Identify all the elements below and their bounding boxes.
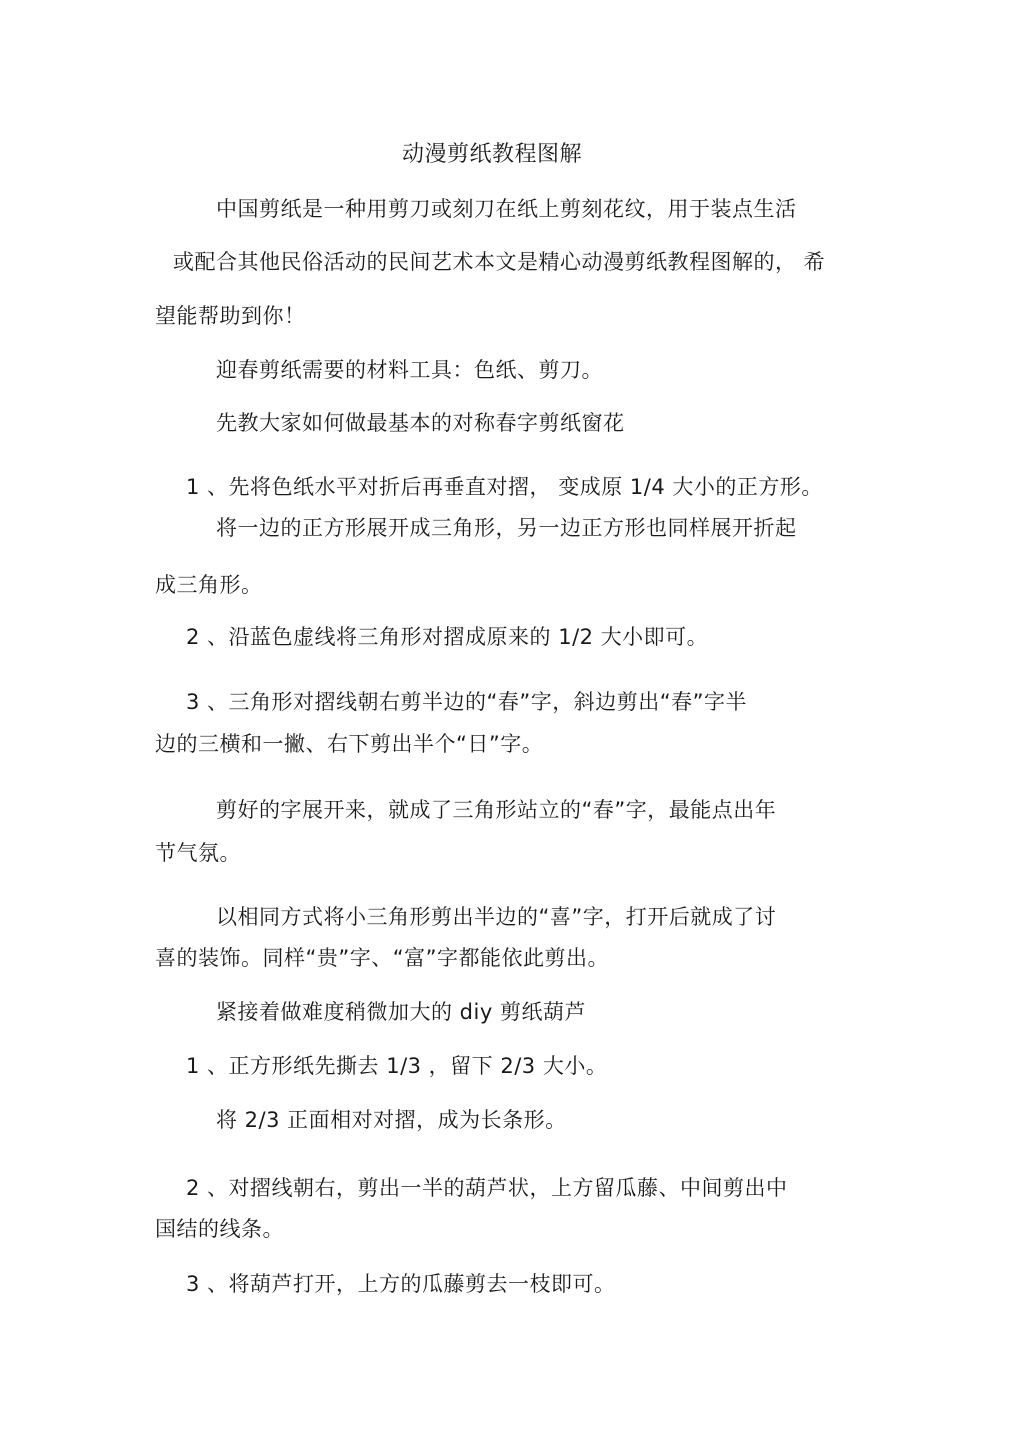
text-line: 将一边的正方形展开成三角形，另一边正方形也同样展开折起 [216, 516, 797, 540]
text-line: 中国剪纸是一种用剪刀或刻刀在纸上剪刻花纹，用于装点生活 [216, 197, 797, 221]
text-line: 喜的装饰。同样“贵”字、“富”字都能依此剪出。 [155, 946, 610, 970]
text-line: 紧接着做难度稍微加大的 diy 剪纸葫芦 [216, 1000, 586, 1024]
text-line: 望能帮助到你！ [155, 304, 306, 328]
text-line: 剪好的字展开来，就成了三角形站立的“春”字，最能点出年 [216, 798, 777, 822]
text-line: 1 、正方形纸先撕去 1/3 ，留下 2/3 大小。 [186, 1054, 608, 1078]
text-line: 迎春剪纸需要的材料工具：色纸、剪刀。 [216, 358, 603, 382]
text-line: 将 2/3 正面相对对摺，成为长条形。 [216, 1108, 567, 1132]
text-line: 1 、先将色纸水平对折后再垂直对摺， 变成原 1/4 大小的正方形。 [186, 475, 823, 499]
text-line: 3 、将葫芦打开，上方的瓜藤剪去一枝即可。 [186, 1272, 616, 1296]
text-line: 边的三横和一撇、右下剪出半个“日”字。 [155, 732, 544, 756]
text-line: 以相同方式将小三角形剪出半边的“喜”字，打开后就成了讨 [216, 905, 777, 929]
text-line: 2 、沿蓝色虚线将三角形对摺成原来的 1/2 大小即可。 [186, 625, 709, 649]
text-line: 先教大家如何做最基本的对称春字剪纸窗花 [216, 411, 625, 435]
page-title: 动漫剪纸教程图解 [402, 142, 583, 167]
text-line: 成三角形。 [155, 573, 263, 597]
text-line: 或配合其他民俗活动的民间艺术本文是精心动漫剪纸教程图解的， 希 [173, 250, 826, 274]
text-line: 节气氛。 [155, 841, 241, 865]
text-line: 3 、三角形对摺线朝右剪半边的“春”字，斜边剪出“春”字半 [186, 690, 748, 714]
text-line: 2 、对摺线朝右，剪出一半的葫芦状，上方留瓜藤、中间剪出中 [186, 1176, 788, 1200]
text-line: 国结的线条。 [155, 1217, 284, 1241]
